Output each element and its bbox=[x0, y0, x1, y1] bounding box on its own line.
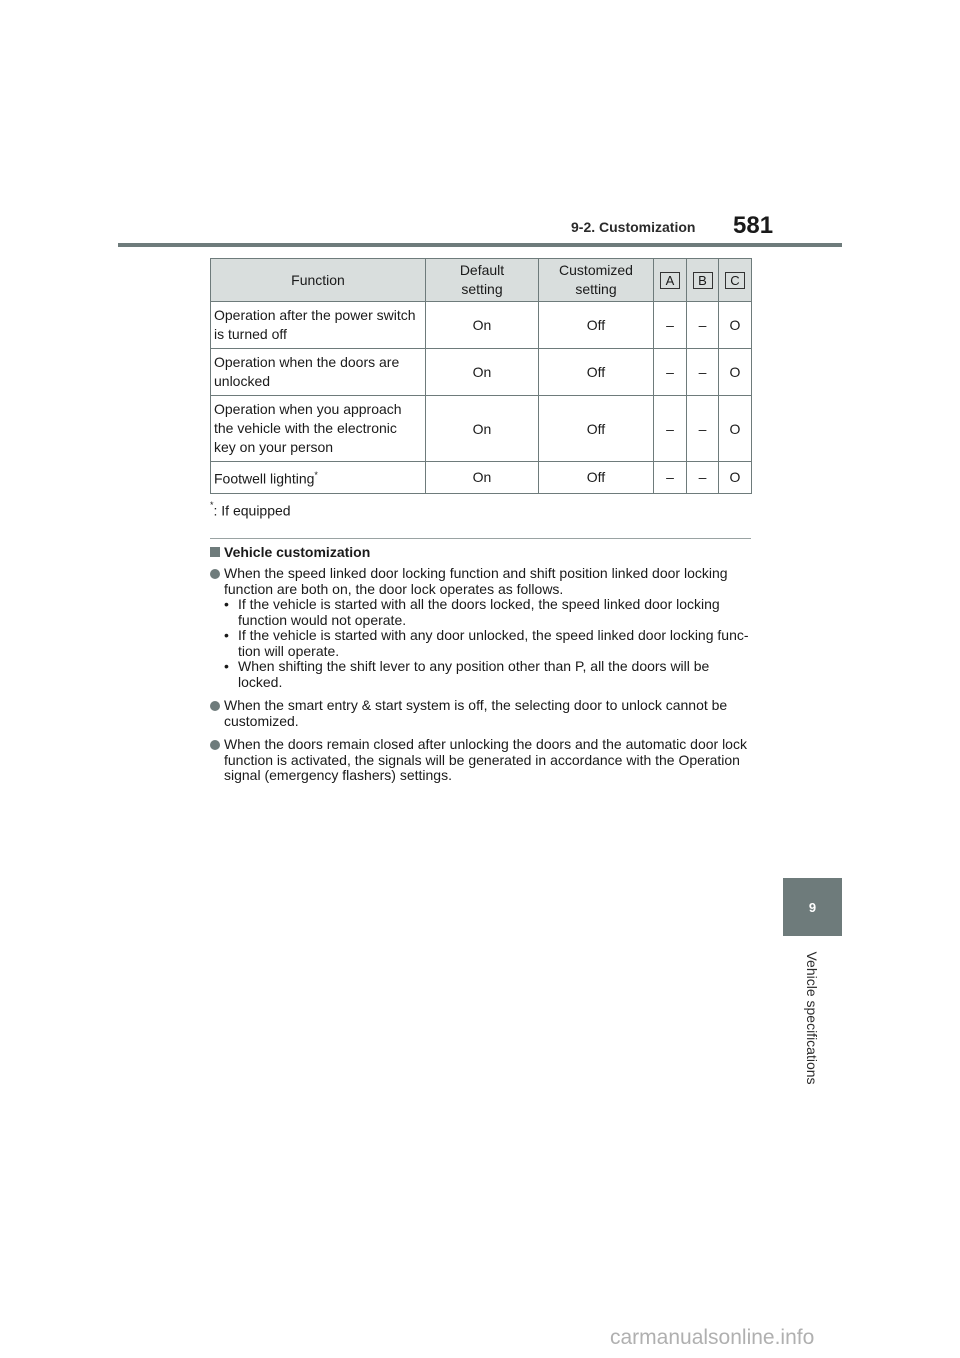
page-number: 581 bbox=[733, 212, 774, 239]
circle-bullet-icon bbox=[210, 569, 220, 579]
header-col-b bbox=[687, 259, 719, 302]
paragraph-text: When the speed linked door locking function and shift position linked door locking function are both on, the door lock operates as follows. bbox=[224, 565, 728, 597]
paragraph-text: When the doors remain closed after unlocking the doors and the automatic door lock function is activated, the signals will be generated in accordance with the Operation signal (emergency flashers) settings. bbox=[224, 736, 747, 783]
table-row bbox=[211, 396, 752, 462]
col-a-cell: – bbox=[654, 462, 687, 494]
col-a-cell: – bbox=[654, 302, 687, 349]
table-row bbox=[211, 302, 752, 349]
function-cell: Footwell lighting* bbox=[211, 462, 426, 494]
circle-bullet-icon bbox=[210, 740, 220, 750]
header-customized-setting: Customized setting bbox=[539, 259, 654, 302]
function-cell: Operation when you approach the vehicle with the electronic key on your person bbox=[211, 396, 426, 462]
customized-cell: Off bbox=[539, 396, 654, 462]
section-title: 9-2. Customization bbox=[571, 219, 696, 235]
paragraph-text: When the smart entry & start system is off, the selecting door to unlock cannot be customized. bbox=[224, 697, 728, 729]
dot-bullet: • bbox=[224, 596, 229, 612]
col-c-label: C bbox=[725, 272, 745, 289]
function-cell: Operation after the power switch is turned off bbox=[211, 302, 426, 349]
col-c-cell: O bbox=[719, 302, 752, 349]
list-item bbox=[210, 566, 755, 690]
header-default-setting: Default setting bbox=[426, 259, 539, 302]
default-cell: On bbox=[426, 462, 539, 494]
col-b-cell: – bbox=[687, 349, 719, 396]
header-function: Function bbox=[211, 259, 426, 302]
section-heading bbox=[210, 544, 370, 560]
sub-list-item bbox=[224, 597, 755, 628]
section-body bbox=[210, 566, 755, 792]
header-col-c bbox=[719, 259, 752, 302]
col-b-cell: – bbox=[687, 396, 719, 462]
col-c-cell: O bbox=[719, 349, 752, 396]
col-b-cell: – bbox=[687, 462, 719, 494]
sub-list-item bbox=[224, 659, 755, 690]
dot-bullet: • bbox=[224, 627, 229, 643]
list-item bbox=[210, 737, 755, 784]
chapter-tab[interactable] bbox=[783, 878, 842, 936]
col-a-label: A bbox=[660, 272, 680, 289]
default-cell: On bbox=[426, 349, 539, 396]
table-row bbox=[211, 349, 752, 396]
col-b-cell: – bbox=[687, 302, 719, 349]
sub-list-item bbox=[224, 628, 755, 659]
col-a-cell: – bbox=[654, 396, 687, 462]
col-c-cell: O bbox=[719, 462, 752, 494]
header-rule bbox=[118, 243, 842, 247]
header-col-a bbox=[654, 259, 687, 302]
section-heading-text: Vehicle customization bbox=[224, 544, 371, 560]
square-bullet-icon bbox=[210, 547, 220, 557]
default-cell: On bbox=[426, 302, 539, 349]
sub-item-text: If the vehicle is started with all the doors locked, the speed linked door locking function would not operate. bbox=[238, 596, 720, 628]
dot-bullet: • bbox=[224, 658, 229, 674]
footnote-text: : If equipped bbox=[213, 502, 291, 519]
customization-table bbox=[210, 258, 752, 494]
customized-cell: Off bbox=[539, 302, 654, 349]
list-item bbox=[210, 698, 755, 729]
circle-bullet-icon bbox=[210, 701, 220, 711]
footnote-mark: * bbox=[314, 470, 318, 480]
sub-item-text: If the vehicle is started with any door unlocked, the speed linked door locking func-tion will operate. bbox=[238, 627, 749, 659]
customized-cell: Off bbox=[539, 349, 654, 396]
col-a-cell: – bbox=[654, 349, 687, 396]
table-row bbox=[211, 462, 752, 494]
section-divider bbox=[210, 538, 751, 539]
footnote bbox=[210, 502, 291, 519]
table-header-row bbox=[211, 259, 752, 302]
watermark: carmanualsonline.info bbox=[610, 1326, 815, 1349]
default-cell: On bbox=[426, 396, 539, 462]
col-b-label: B bbox=[693, 272, 713, 289]
sub-item-text: When shifting the shift lever to any position other than P, all the doors will be locked. bbox=[238, 658, 710, 690]
customized-cell: Off bbox=[539, 462, 654, 494]
col-c-cell: O bbox=[719, 396, 752, 462]
function-cell: Operation when the doors are unlocked bbox=[211, 349, 426, 396]
footnote-mark: * bbox=[210, 500, 214, 510]
chapter-title: Vehicle specifications bbox=[804, 951, 820, 1085]
chapter-number: 9 bbox=[808, 899, 817, 915]
